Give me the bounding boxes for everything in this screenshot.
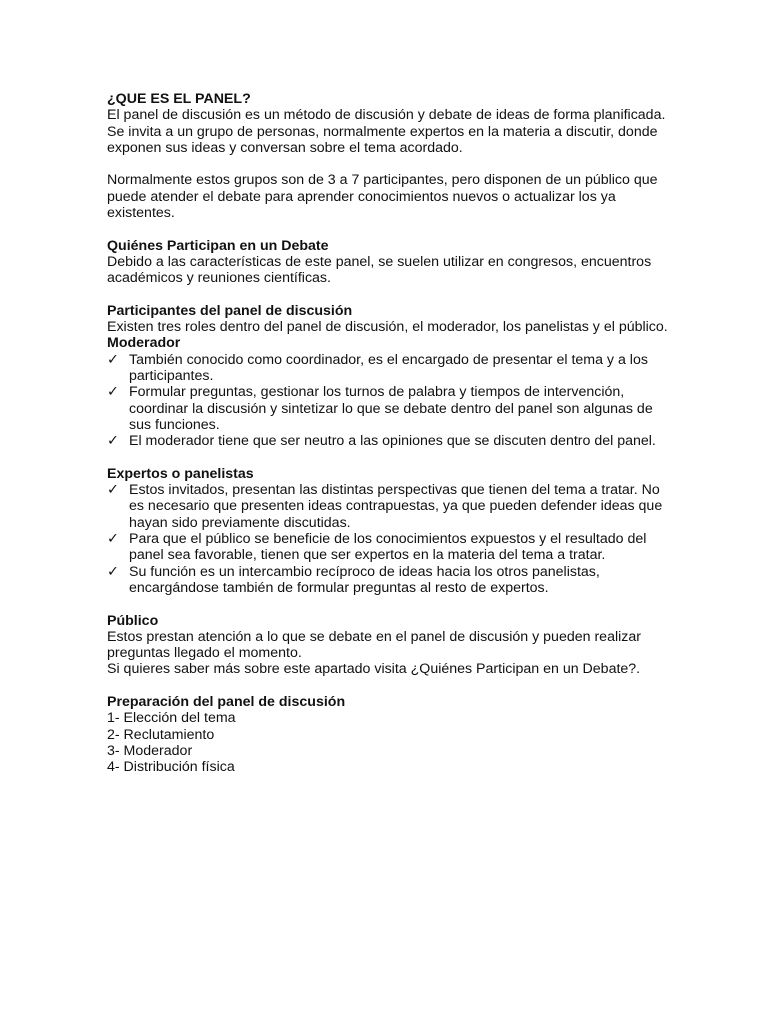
list-item xyxy=(107,433,667,449)
list-item xyxy=(107,482,667,531)
paragraph-line: existentes. xyxy=(107,205,175,222)
paragraph-line: Estos prestan atención a lo que se debate en el panel de discusión y pueden realizar xyxy=(107,628,641,645)
list-item-line: El moderador tiene que ser neutro a las opiniones que se discuten dentro del panel. xyxy=(129,433,656,450)
paragraph-line: exponen sus ideas y conversan sobre el tema acordado. xyxy=(107,139,463,156)
paragraph-line: El panel de discusión es un método de discusión y debate de ideas de forma planificada. xyxy=(107,107,666,124)
paragraph-line: Se invita a un grupo de personas, normalmente expertos en la materia a discutir, donde xyxy=(107,123,658,140)
checkmark-icon: ✓ xyxy=(107,482,119,499)
list-item xyxy=(107,352,667,385)
list-item-line: panel sea favorable, tienen que ser expertos en la materia del tema a tratar. xyxy=(129,547,606,564)
numbered-step: 4- Distribución física xyxy=(107,759,235,776)
paragraph-line: puede atender el debate para aprender conocimientos nuevos o actualizar los ya xyxy=(107,188,616,205)
list-item-line: encargándose también de formular preguntas al resto de expertos. xyxy=(129,579,549,596)
numbered-step: 1- Elección del tema xyxy=(107,710,236,727)
paragraph-line: Existen tres roles dentro del panel de discusión, el moderador, los panelistas y el público. xyxy=(107,319,668,336)
list-item-line: Estos invitados, presentan las distintas perspectivas que tienen del tema a tratar. No xyxy=(129,482,660,499)
checkmark-icon: ✓ xyxy=(107,563,119,580)
list-item-line: Su función es un intercambio recíproco de ideas hacia los otros panelistas, xyxy=(129,563,600,580)
document-body xyxy=(107,91,667,775)
list-item xyxy=(107,384,667,433)
paragraph-line: Si quieres saber más sobre este apartado visita ¿Quiénes Participan en un Debate?. xyxy=(107,661,641,678)
paragraph-line: académicos y reuniones científicas. xyxy=(107,270,331,287)
checkmark-icon: ✓ xyxy=(107,433,119,450)
list-item-line: coordinar la discusión y sintetizar lo que se debate dentro del panel son algunas de xyxy=(129,400,653,417)
heading-preparacion: Preparación del panel de discusión xyxy=(107,693,346,710)
checkmark-icon: ✓ xyxy=(107,531,119,548)
heading-participantes: Participantes del panel de discusión xyxy=(107,302,353,319)
heading-publico: Público xyxy=(107,612,159,629)
numbered-step: 2- Reclutamiento xyxy=(107,726,215,743)
checkmark-icon: ✓ xyxy=(107,384,119,401)
heading-quienes-participan: Quiénes Participan en un Debate xyxy=(107,237,329,254)
paragraph-line: Debido a las características de este panel, se suelen utilizar en congresos, encuentros xyxy=(107,253,652,270)
list-item-line: sus funciones. xyxy=(129,416,220,433)
list-item-line: es necesario que presenten ideas contrapuestas, ya que pueden defender ideas que xyxy=(129,498,663,515)
list-item-line: hayan sido previamente discutidas. xyxy=(129,514,351,531)
heading-que-es-el-panel: ¿QUE ES EL PANEL? xyxy=(107,91,251,107)
paragraph-line: Normalmente estos grupos son de 3 a 7 participantes, pero disponen de un público que xyxy=(107,172,658,189)
numbered-step: 3- Moderador xyxy=(107,742,193,759)
list-item-line: participantes. xyxy=(129,368,214,385)
list-item-line: Formular preguntas, gestionar los turnos de palabra y tiempos de intervención, xyxy=(129,384,625,401)
list-item xyxy=(107,531,667,564)
heading-expertos: Expertos o panelistas xyxy=(107,465,254,482)
list-item-line: Para que el público se beneficie de los conocimientos expuestos y el resultado del xyxy=(129,531,647,548)
checkmark-icon: ✓ xyxy=(107,351,119,368)
list-item-line: También conocido como coordinador, es el encargado de presentar el tema y a los xyxy=(129,351,648,368)
list-item xyxy=(107,564,667,597)
subheading-moderador: Moderador xyxy=(107,335,181,352)
paragraph-line: preguntas llegado el momento. xyxy=(107,645,302,662)
